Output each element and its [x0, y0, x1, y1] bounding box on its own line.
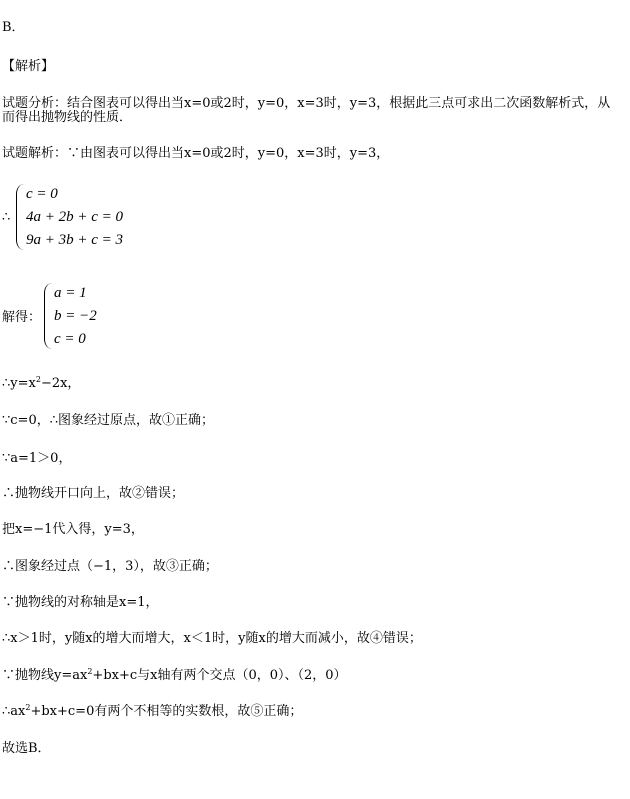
therefore-symbol: ∴	[2, 210, 11, 225]
solution-value: b = −2	[54, 308, 97, 324]
solve-label: 解得：	[2, 310, 42, 325]
step-8-part-b: +bx+c与x轴有两个交点（0，0）、（2，0）	[92, 668, 347, 683]
step-4: 把x=−1代入得，y=3，	[2, 522, 144, 537]
step-9-part-b: +bx+c=0有两个不相等的实数根，故⑤正确；	[30, 704, 303, 719]
step-2: ∵a=1＞0，	[2, 451, 72, 466]
conclusion: 故选B．	[2, 741, 51, 756]
analysis-text-2: 而得出抛物线的性质．	[2, 110, 133, 125]
analysis-text-1: 试题分析：结合图表可以得出当x=0或2时，y=0，x=3时，y=3，根据此三点可求出二次函数解析式，从	[2, 96, 611, 111]
step-5: ∴图象经过点（−1，3），故③正确；	[2, 559, 218, 574]
result-suffix: −2x，	[40, 376, 81, 391]
solution-value: a = 1	[54, 285, 87, 301]
exponent: 2	[35, 375, 41, 384]
answer-line: B．	[2, 20, 25, 35]
step-9-part-a: ∴ax	[2, 704, 26, 719]
equation: 4a + 2b + c = 0	[26, 209, 124, 225]
result-function	[2, 376, 80, 392]
exponent: 2	[87, 667, 93, 676]
equation-system-2	[44, 283, 144, 353]
step-7: ∴x＞1时，y随x的增大而增大，x＜1时，y随x的增大而减小，故④错误；	[2, 631, 422, 646]
step-6: ∵抛物线的对称轴是x=1，	[2, 595, 159, 610]
equation: 9a + 3b + c = 3	[26, 232, 124, 248]
step-8	[2, 668, 347, 684]
step-9	[2, 704, 302, 720]
solution-value: c = 0	[54, 331, 86, 347]
equation-system-1	[16, 184, 156, 254]
step-1: ∵c=0，∴图象经过原点，故①正确；	[2, 413, 214, 428]
equation: c = 0	[26, 186, 58, 202]
section-heading: 【解析】	[2, 59, 55, 74]
step-3: ∴抛物线开口向上，故②错误；	[2, 486, 185, 501]
exponent: 2	[25, 703, 31, 712]
step-8-part-a: ∵抛物线y=ax	[2, 668, 88, 683]
result-prefix: ∴y=x	[2, 376, 36, 391]
solution-intro: 试题解析：∵由图表可以得出当x=0或2时，y=0，x=3时，y=3，	[2, 146, 390, 161]
